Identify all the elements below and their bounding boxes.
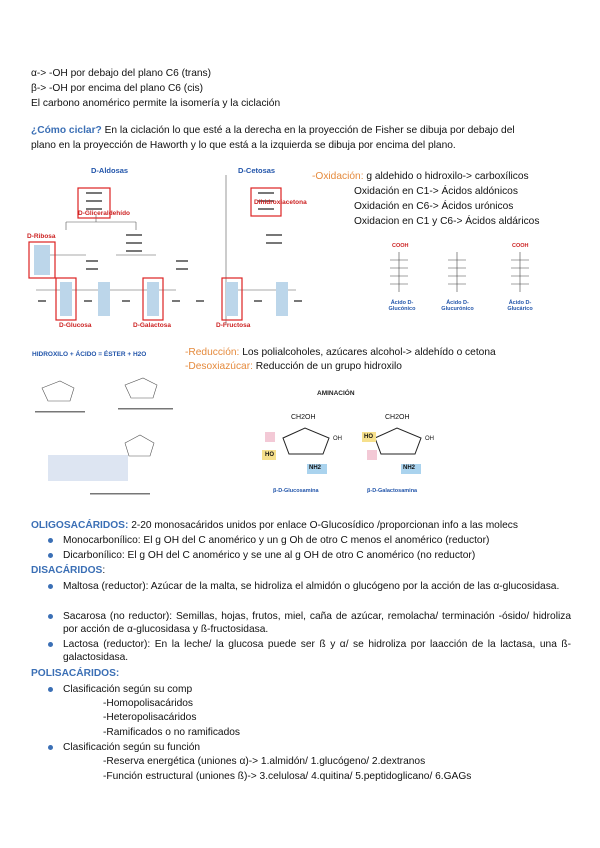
label-d-cetosas: D-Cetosas: [238, 166, 276, 175]
desoxi-line: [185, 360, 402, 373]
ch2oh-right: CH2OH: [385, 414, 410, 421]
ho-right: HO: [364, 434, 373, 440]
oligo-text: 2-20 monosacáridos unidos por enlace O-Glucosídico /proporcionan info a las molecs: [128, 520, 518, 531]
ho-left: HO: [265, 452, 274, 458]
label-d-aldosas: D-Aldosas: [91, 166, 129, 175]
oxidacion-c1-c6: Oxidacion en C1 y C6-> Ácidos aldáricos: [354, 216, 540, 227]
aldoses-ketoses-figure: [26, 160, 308, 332]
intro-beta: β-> -OH por encima del plano C6 (cis): [31, 83, 204, 94]
oxidacion-text: g aldehido o hidroxilo-> carboxílicos: [363, 171, 529, 182]
ester-structures: [30, 343, 180, 503]
label-fructosa: D-Fructosa: [216, 322, 251, 329]
ester-title: HIDROXILO + ÁCIDO = ÉSTER + H2O: [32, 351, 147, 358]
label-dihidroxiacetona: Dihidroxiacetona: [254, 199, 307, 206]
polisac-clas-func: Clasificación según su función: [63, 742, 201, 753]
bullet-icon: [48, 553, 53, 558]
intro-alpha: α-> -OH por debajo del plano C6 (trans): [31, 68, 212, 79]
polisac-reserva: -Reserva energética (uniones α)-> 1.almidón/ 1.glucógeno/ 2.dextranos: [103, 756, 426, 767]
bullet-icon: [48, 584, 53, 589]
reduccion-text: Los polialcoholes, azúcares alcohol-> aldehído o cetona: [239, 347, 496, 358]
acid-glucarico-label: Ácido D-Glucárico: [507, 300, 533, 312]
galactosamina-label: β-D-Galactosamina: [367, 488, 418, 494]
oxidacion-c6: Oxidación en C6-> Ácidos urónicos: [354, 201, 514, 212]
bullet-icon: [48, 745, 53, 750]
polisac-hetero: -Heteropolisacáridos: [103, 712, 197, 723]
desoxi-label: -Desoxiazúcar:: [185, 361, 253, 372]
bullet-icon: [48, 642, 53, 647]
oxidacion-c1: Oxidación en C1-> Ácidos aldónicos: [354, 186, 518, 197]
disac-heading: DISACÁRIDOS: [31, 565, 103, 576]
ch2oh-left: CH2OH: [291, 414, 316, 421]
oligo-heading: OLIGOSACÁRIDOS:: [31, 520, 129, 531]
acid-glucuronico-label: Ácido D-Glucurónico: [441, 300, 474, 312]
polisac-homo: -Homopolisacáridos: [103, 698, 194, 709]
nh2-right: NH2: [403, 465, 416, 471]
oh-right: OH: [425, 436, 434, 442]
disac-colon: :: [102, 565, 106, 576]
label-galactosa: D-Galactosa: [133, 322, 171, 329]
disac-maltosa: Maltosa (reductor): Azúcar de la malta, se hidroliza el almidón o glucógeno por la acción de las α-glucosidasa.: [63, 581, 560, 592]
oh-left: OH: [333, 436, 342, 442]
ciclar-line1: [31, 124, 515, 137]
disac-lactosa: Lactosa (reductor): En la leche/ la glucosa puede ser ß y α/ se hidroliza por laacción de la lactasa, una ß-galactosidasa.: [63, 639, 571, 663]
polisac-estructural: -Función estructural (uniones ß)-> 3.celulosa/ 4.quitina/ 5.peptidoglicano/ 6.GAGs: [103, 771, 472, 782]
oligo-mono: Monocarbonílico: El g OH del C anomérico y un g Oh de otro C menos el anomérico (reductor): [63, 535, 490, 546]
oxidacion-label: -Oxidación:: [312, 171, 364, 182]
acid-gluconico-label: Ácido D-Glucónico: [388, 300, 416, 312]
nh2-left: NH2: [309, 465, 322, 471]
intro-anomeric: El carbono anomérico permite la isomería y la ciclación: [31, 98, 281, 109]
desoxi-text: Reducción de un grupo hidroxilo: [252, 361, 402, 372]
polisac-ramificados: -Ramificados o no ramificados: [103, 727, 241, 738]
reduccion-label: -Reducción:: [185, 347, 240, 358]
oligo-line: [31, 519, 518, 532]
label-glucosa: D-Glucosa: [59, 322, 92, 329]
reduccion-line: [185, 346, 496, 359]
polisac-heading: POLISACÁRIDOS:: [31, 668, 120, 679]
label-gliceraldehido: D-Gliceraldehído: [78, 210, 131, 217]
disac-sacarosa: Sacarosa (no reductor): Semillas, hojas, frutos, miel, caña de azúcar, remolacha/ terminación -ósido/ hidroliza por acción de α-glucosidasa y ß-fructosidasa.: [63, 611, 571, 635]
cooh-label-2: COOH: [512, 243, 529, 249]
disac-line: [31, 564, 105, 577]
aminacion-title: AMINACIÓN: [317, 390, 355, 397]
ciclar-text1: En la ciclación lo que esté a la derecha en la proyección de Fisher se dibuja por debajo del: [101, 125, 515, 136]
ester-figure: [30, 343, 180, 503]
label-ribosa: D-Ribosa: [27, 233, 56, 240]
bullet-icon: [48, 687, 53, 692]
oligo-di: Dicarbonílico: El g OH del C anomérico y se une al g OH de otro C anomérico (no reductor): [63, 550, 476, 561]
aldoses-tree-graphic: [26, 160, 308, 332]
bullet-icon: [48, 538, 53, 543]
glucosamina-label: β-D-Glucosamina: [273, 488, 319, 494]
oxidacion-line: [312, 170, 529, 183]
oxidation-acids-figure: [372, 240, 552, 318]
cooh-label-1: COOH: [392, 243, 409, 249]
aminacion-rings: [255, 388, 450, 500]
aminacion-figure: [255, 388, 450, 500]
bullet-icon: [48, 614, 53, 619]
polisac-clas-comp: Clasificación según su comp: [63, 684, 193, 695]
ciclar-line2: plano en la proyección de Haworth y lo que está a la izquierda se dibuja por encima del plano.: [31, 140, 456, 151]
ciclar-question: ¿Cómo ciclar?: [31, 125, 102, 136]
